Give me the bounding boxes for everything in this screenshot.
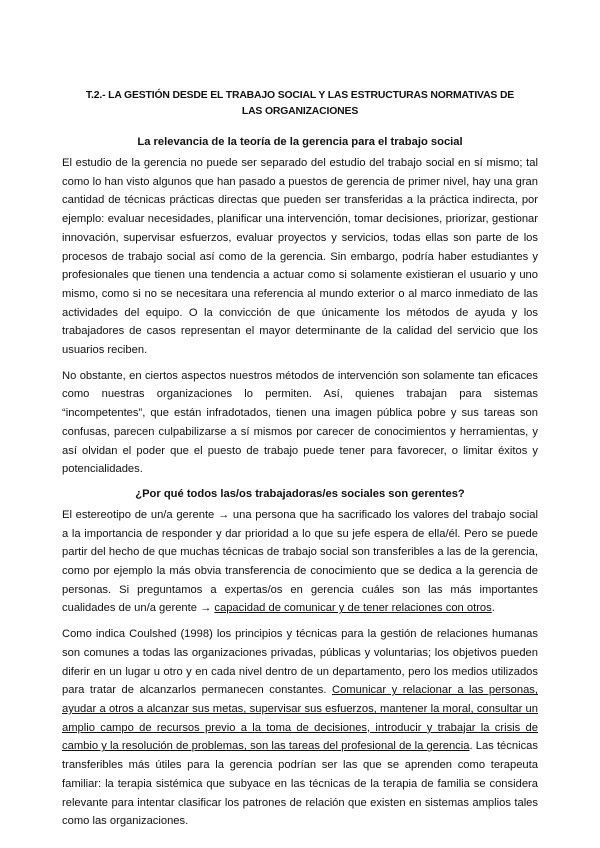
paragraph-4-underlined: Comunicar y relacionar a las personas, ayudar a otros a alcanzar sus metas, supervisar sus esfuerzos, mantener la moral, consultar un amplio campo de recursos previo a la toma de decisiones, introducir y trabajar la crisis de cambio y la resolución de problemas, son las tareas del profesional de la gerencia <box>62 684 539 753</box>
paragraph-3-underlined: capacidad de comunicar y de tener relaciones con otros <box>214 602 492 615</box>
paragraph-3-start: El estereotipo de un/a gerente <box>62 508 215 521</box>
section-heading-gerentes: ¿Por qué todos las/os trabajadoras/es sociales son gerentes? <box>135 487 465 500</box>
paragraph-4-start: Como indica Coulshed (1998) los principios y técnicas para la gestión de relaciones humanas son comunes a todas las organizaciones privadas, públicas y voluntarias; los objetivos pueden diferir en un lugar u otro y en cada nivel dentro de un departamento, pero los medios utilizados para tratar de alcanzarlos permanecen constantes. <box>62 628 538 697</box>
title-line-2: LAS ORGANIZACIONES <box>241 106 359 117</box>
paragraph-4 <box>62 625 538 831</box>
paragraph-3-end: . <box>491 602 495 615</box>
paragraph-1: El estudio de la gerencia no puede ser separado del estudio del trabajo social en sí mismo; tal como lo han visto algunos que han pasado a puestos de gerencia de primer nivel, hay una gran cantidad de técnicas prácticas directas que pueden ser transferidas a la práctica indirecta, por ejemplo: evaluar necesidades, planificar una intervención, tomar decisiones, priorizar, gestionar innovación, supervisar esfuerzos, evaluar proyectos y servicios, todas ellas son parte de los procesos de trabajo social así como de la gerencia. Sin embargo, podría haber estudiantes y profesionales que tienen una tendencia a actuar como si solamente existieran el usuario y uno mismo, como si no se necesitara una referencia al mundo exterior o al marco inmediato de las actividades del equipo. O la convicción de que únicamente los métodos de ayuda y los trabajadores de casos representan el mayor determinante de la calidad del servicio que los usuarios reciben. <box>62 157 538 357</box>
paragraph-4-end: . Las técnicas transferibles más útiles para la gerencia podrían ser las que se aprenden como terapeuta familiar: la terapia sistémica que subyace en las técnicas de la terapia de familia se considera relevante para intentar clasificar los patrones de relación que existen en sistemas amplios tales como las organizaciones. <box>62 740 538 828</box>
arrow-icon: → <box>217 508 230 521</box>
title-line-1: T.2.- LA GESTIÓN DESDE EL TRABAJO SOCIAL Y LAS ESTRUCTURAS NORMATIVAS DE <box>85 90 515 101</box>
paragraph-3-body: una persona que ha sacrificado los valores del trabajo social a la importancia de responder y dar prioridad a lo que su jefe espera de ella/él. Pero se puede partir del hecho de que muchas técnicas de trabajo social son transferibles a las de la gerencia, como por ejemplo la más obvia transferencia de conocimiento que se dedica a la gerencia de personas. Si preguntamos a expertas/os en gerencia cuáles son las más importantes cualidades de un/a gerente <box>62 508 538 615</box>
section-heading-relevancia: La relevancia de la teoría de la gerencia para el trabajo social <box>137 136 463 148</box>
document-title <box>62 88 538 120</box>
arrow-icon: → <box>200 602 212 615</box>
paragraph-2: No obstante, en ciertos aspectos nuestros métodos de intervención son solamente tan eficaces como nuestras organizaciones lo permiten. Así, quienes trabajan para sistemas “incompetentes”, que están infradotados, tienen una imagen pública pobre y sus tareas son confusas, parecen culpabilizarse a sí mismos por carecer de conocimientos y herramientas, y así olvidan el poder que el puesto de trabajo puede tener para favorecer, o limitar éxitos y potencialidades. <box>62 369 538 476</box>
paragraph-3 <box>62 506 538 618</box>
